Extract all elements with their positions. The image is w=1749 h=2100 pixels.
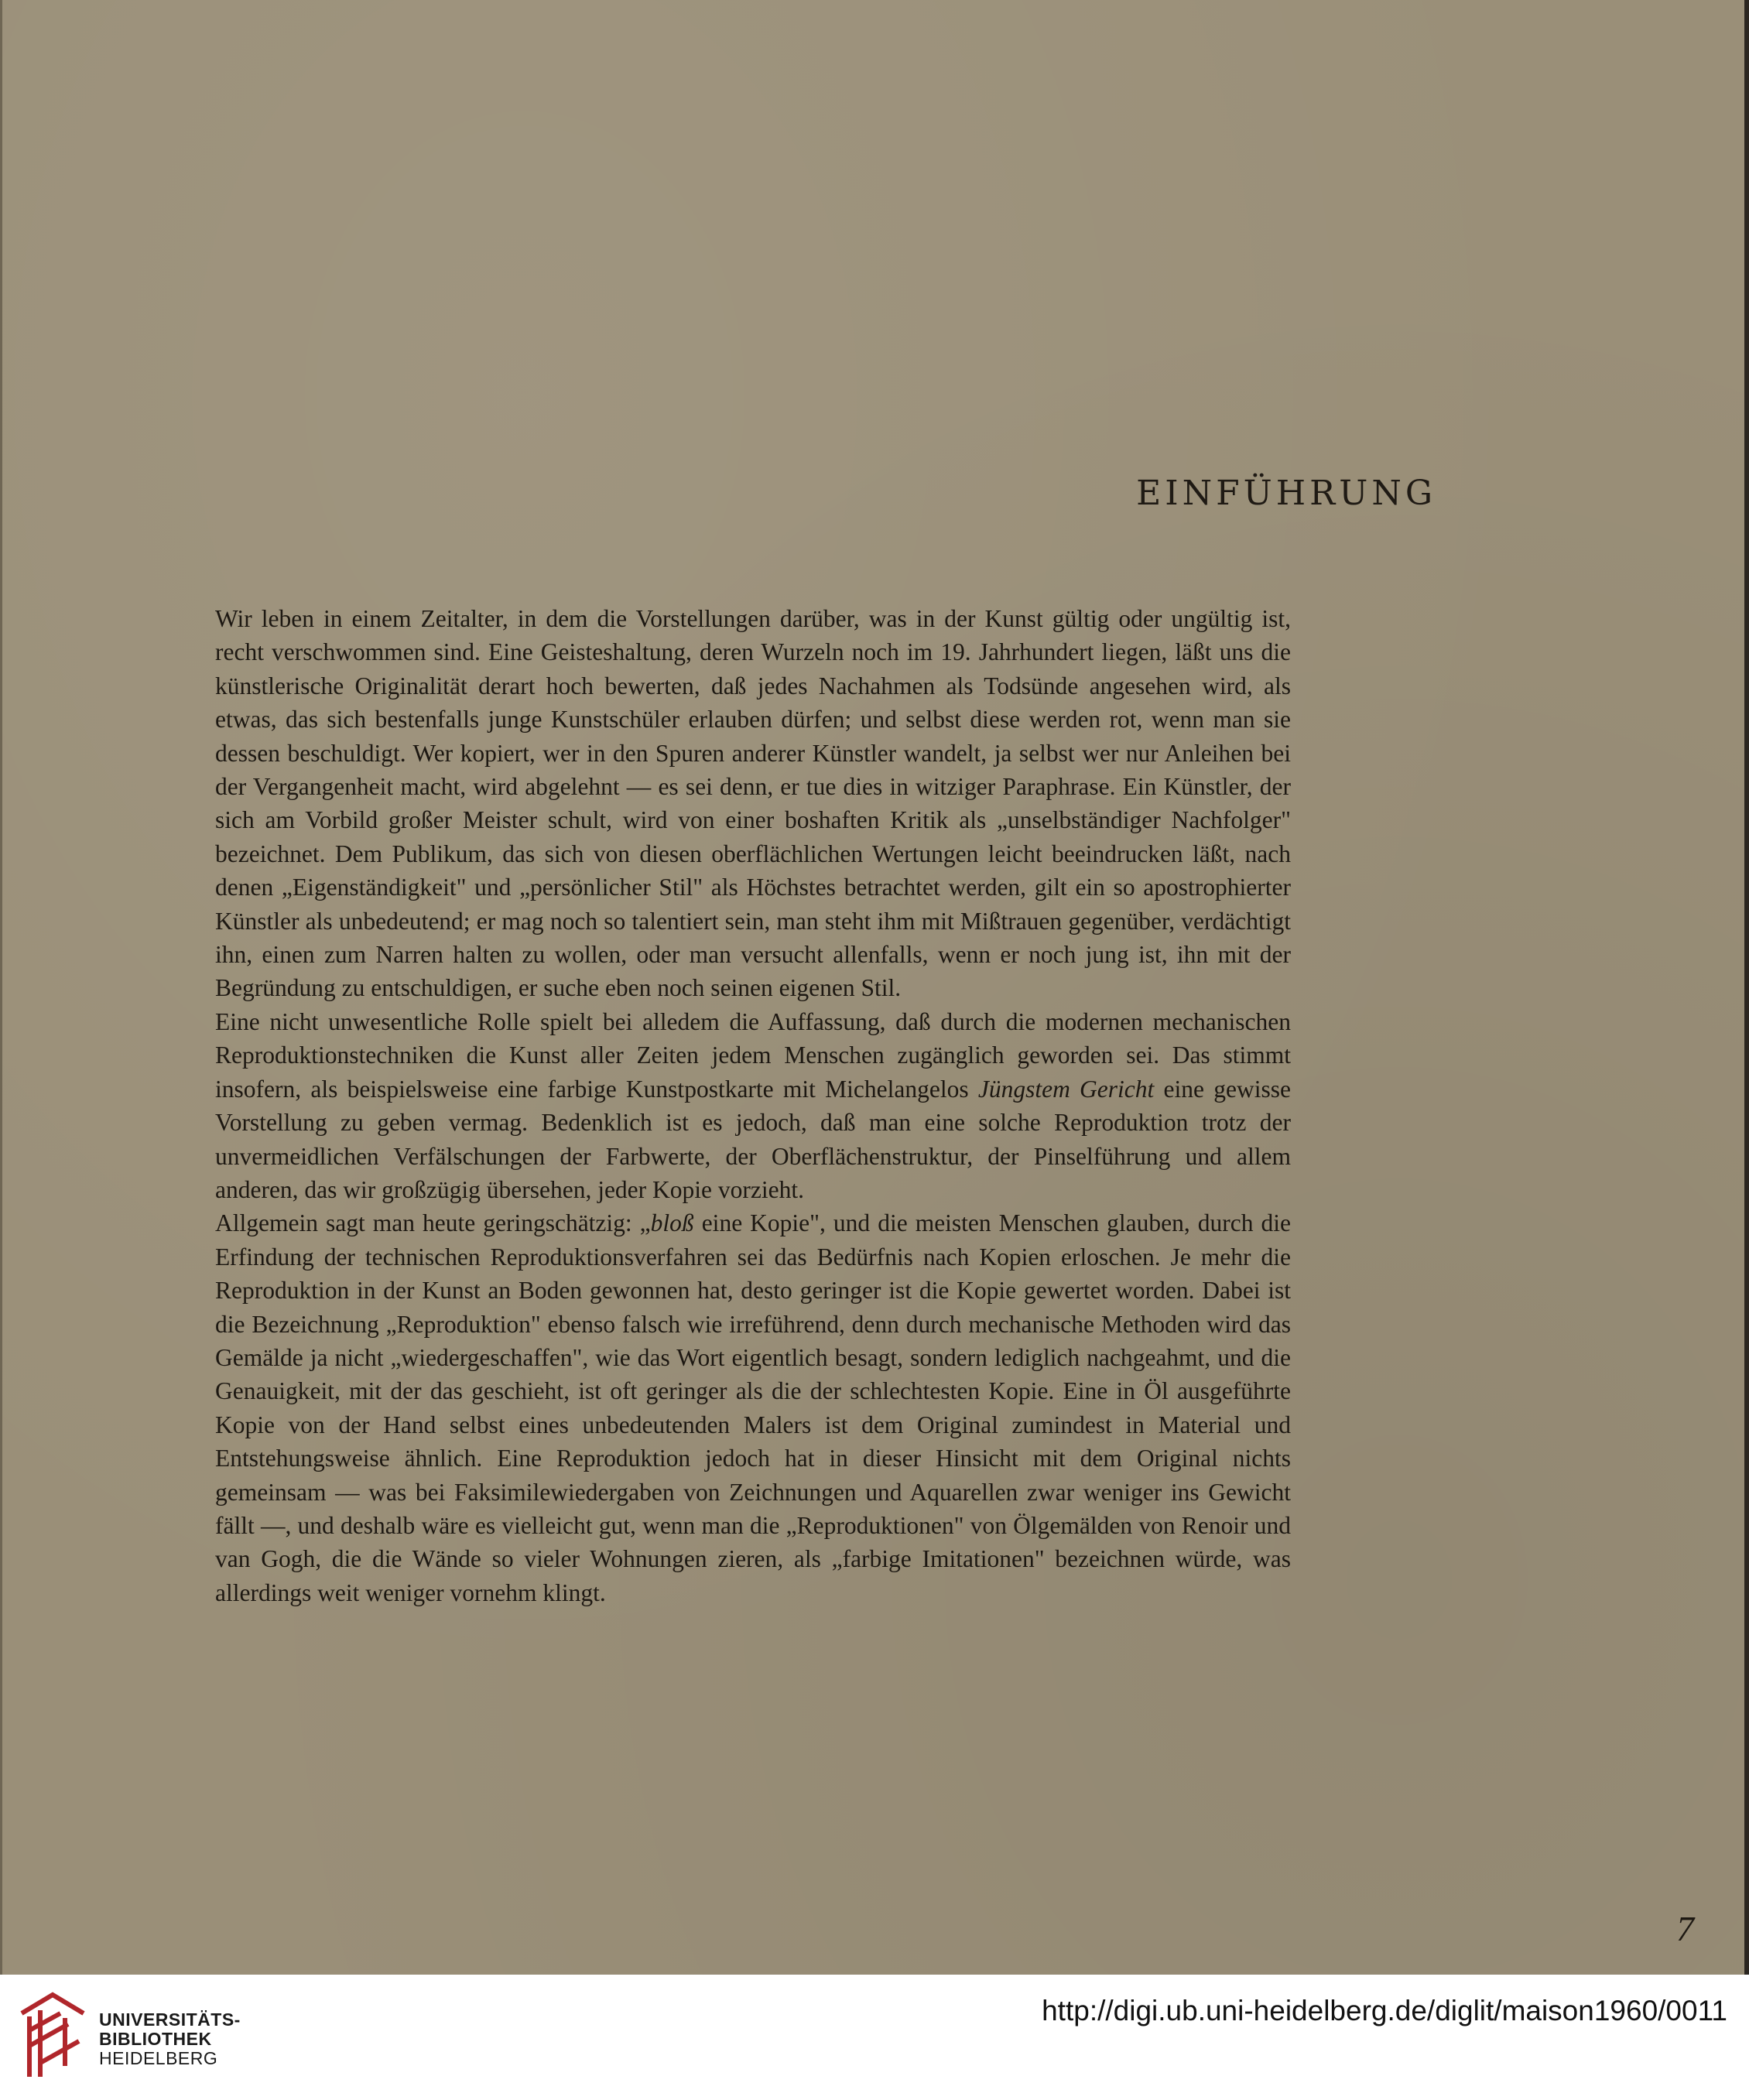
paragraph-3 xyxy=(215,1206,1291,1609)
source-url-link[interactable]: http://digi.ub.uni-heidelberg.de/diglit/maison1960/0011 xyxy=(1042,1995,1727,2026)
paragraph-3-text-after: eine Kopie", und die meisten Menschen glauben, durch die Erfindung der technischen Reproduktionsverfahren sei das Bedürfnis nach Kopien erloschen. Je mehr die Reproduktion in der Kunst an Boden gewonnen hat, desto geringer ist die Kopie gewertet worden. Dabei ist die Bezeichnung „Reproduktion" ebenso falsch wie irreführend, denn durch mechanische Methoden wird das Gemälde ja nicht „wiedergeschaffen", wie das Wort eigentlich besagt, sondern lediglich nachgeahmt, und die Genauigkeit, mit der das geschieht, ist oft geringer als die der schlechtesten Kopie. Eine in Öl ausgeführte Kopie von der Hand selbst eines unbedeutenden Malers ist dem Original zumindest in Material und Entstehungsweise ähnlich. Eine Reproduktion jedoch hat in dieser Hinsicht mit dem Original nichts gemeinsam — was bei Faksimilewiedergaben von Zeichnungen und Aquarellen zwar weniger ins Gewicht fällt —, und deshalb wäre es vielleicht gut, wenn man die „Reproduktionen" von Ölgemälden von Renoir und van Gogh, die die Wände so vieler Wohnungen zieren, als „farbige Imitationen" bezeichnen würde, was allerdings weit weniger vornehm klingt. xyxy=(215,1209,1291,1606)
library-footer xyxy=(0,1975,1749,2100)
chapter-heading: EINFÜHRUNG xyxy=(1136,474,1436,513)
library-name-line1: UNIVERSITÄTS- xyxy=(99,2009,241,2030)
paragraph-2 xyxy=(215,1005,1291,1206)
paragraph-1: Wir leben in einem Zeitalter, in dem die Vorstellungen darüber, was in der Kunst gültig oder ungültig ist, recht verschwommen sind. Eine Geisteshaltung, deren Wurzeln noch im 19. Jahrhundert liegen, läßt uns die künstlerische Originalität derart hoch bewerten, daß jedes Nachahmen als Todsünde angesehen wird, als etwas, das sich bestenfalls junge Kunstschüler erlauben dürfen; und selbst diese werden rot, wenn man sie dessen beschuldigt. Wer kopiert, wer in den Spuren anderer Künstler wandelt, ja selbst wer nur Anleihen bei der Vergangenheit macht, wird abgelehnt — es sei denn, er tue dies in witziger Paraphrase. Ein Künstler, der sich am Vorbild großer Meister schult, wird von einer boshaften Kritik als „unselbständiger Nachfolger" bezeichnet. Dem Publikum, das sich von diesen oberflächlichen Wertungen leicht beeindrucken läßt, nach denen „Eigenständigkeit" und „persönlicher Stil" als Höchstes betrachtet werden, gilt ein so apostrophierter Künstler als unbedeutend; er mag noch so talentiert sein, man steht ihm mit Mißtrauen gegenüber, verdächtigt ihn, einen zum Narren halten zu wollen, oder man versucht allenfalls, wenn er noch jung ist, ihn mit der Begründung zu entschuldigen, er suche eben noch seinen eigenen Stil. xyxy=(215,605,1291,1002)
library-name-line2: BIBLIOTHEK xyxy=(99,2029,212,2049)
library-name xyxy=(99,2010,241,2068)
page-number: 7 xyxy=(1676,1909,1694,1948)
paragraph-3-italic: bloß xyxy=(650,1209,694,1237)
library-name-line3: HEIDELBERG xyxy=(99,2048,218,2068)
paragraph-2-text-before: Eine nicht unwesentliche Rolle spielt bei alledem die Auffassung, daß durch die modernen mechanischen Reproduktionstechniken die Kunst aller Zeiten jedem Menschen zugänglich geworden sei. Das stimmt insofern, als beispielsweise eine farbige Kunstpostkarte mit Michelangelos xyxy=(215,1007,1291,1103)
page-left-edge xyxy=(0,0,2,1975)
body-text xyxy=(215,602,1291,1609)
paragraph-2-text-after: eine gewisse Vorstellung zu geben vermag. Bedenklich ist es jedoch, daß man eine solche Reproduktion trotz der unvermeidlichen Verfälschungen der Farbwerte, der Oberflächenstruktur, der Pinselführung und allem anderen, das wir großzügig übersehen, jeder Kopie vorzieht. xyxy=(215,1075,1291,1203)
paragraph-3-text-before: Allgemein sagt man heute geringschätzig: „ xyxy=(215,1209,651,1237)
page-right-edge xyxy=(1744,0,1749,1975)
library-logo-icon xyxy=(17,1990,88,2081)
paragraph-2-italic: Jüngstem Gericht xyxy=(977,1075,1155,1103)
